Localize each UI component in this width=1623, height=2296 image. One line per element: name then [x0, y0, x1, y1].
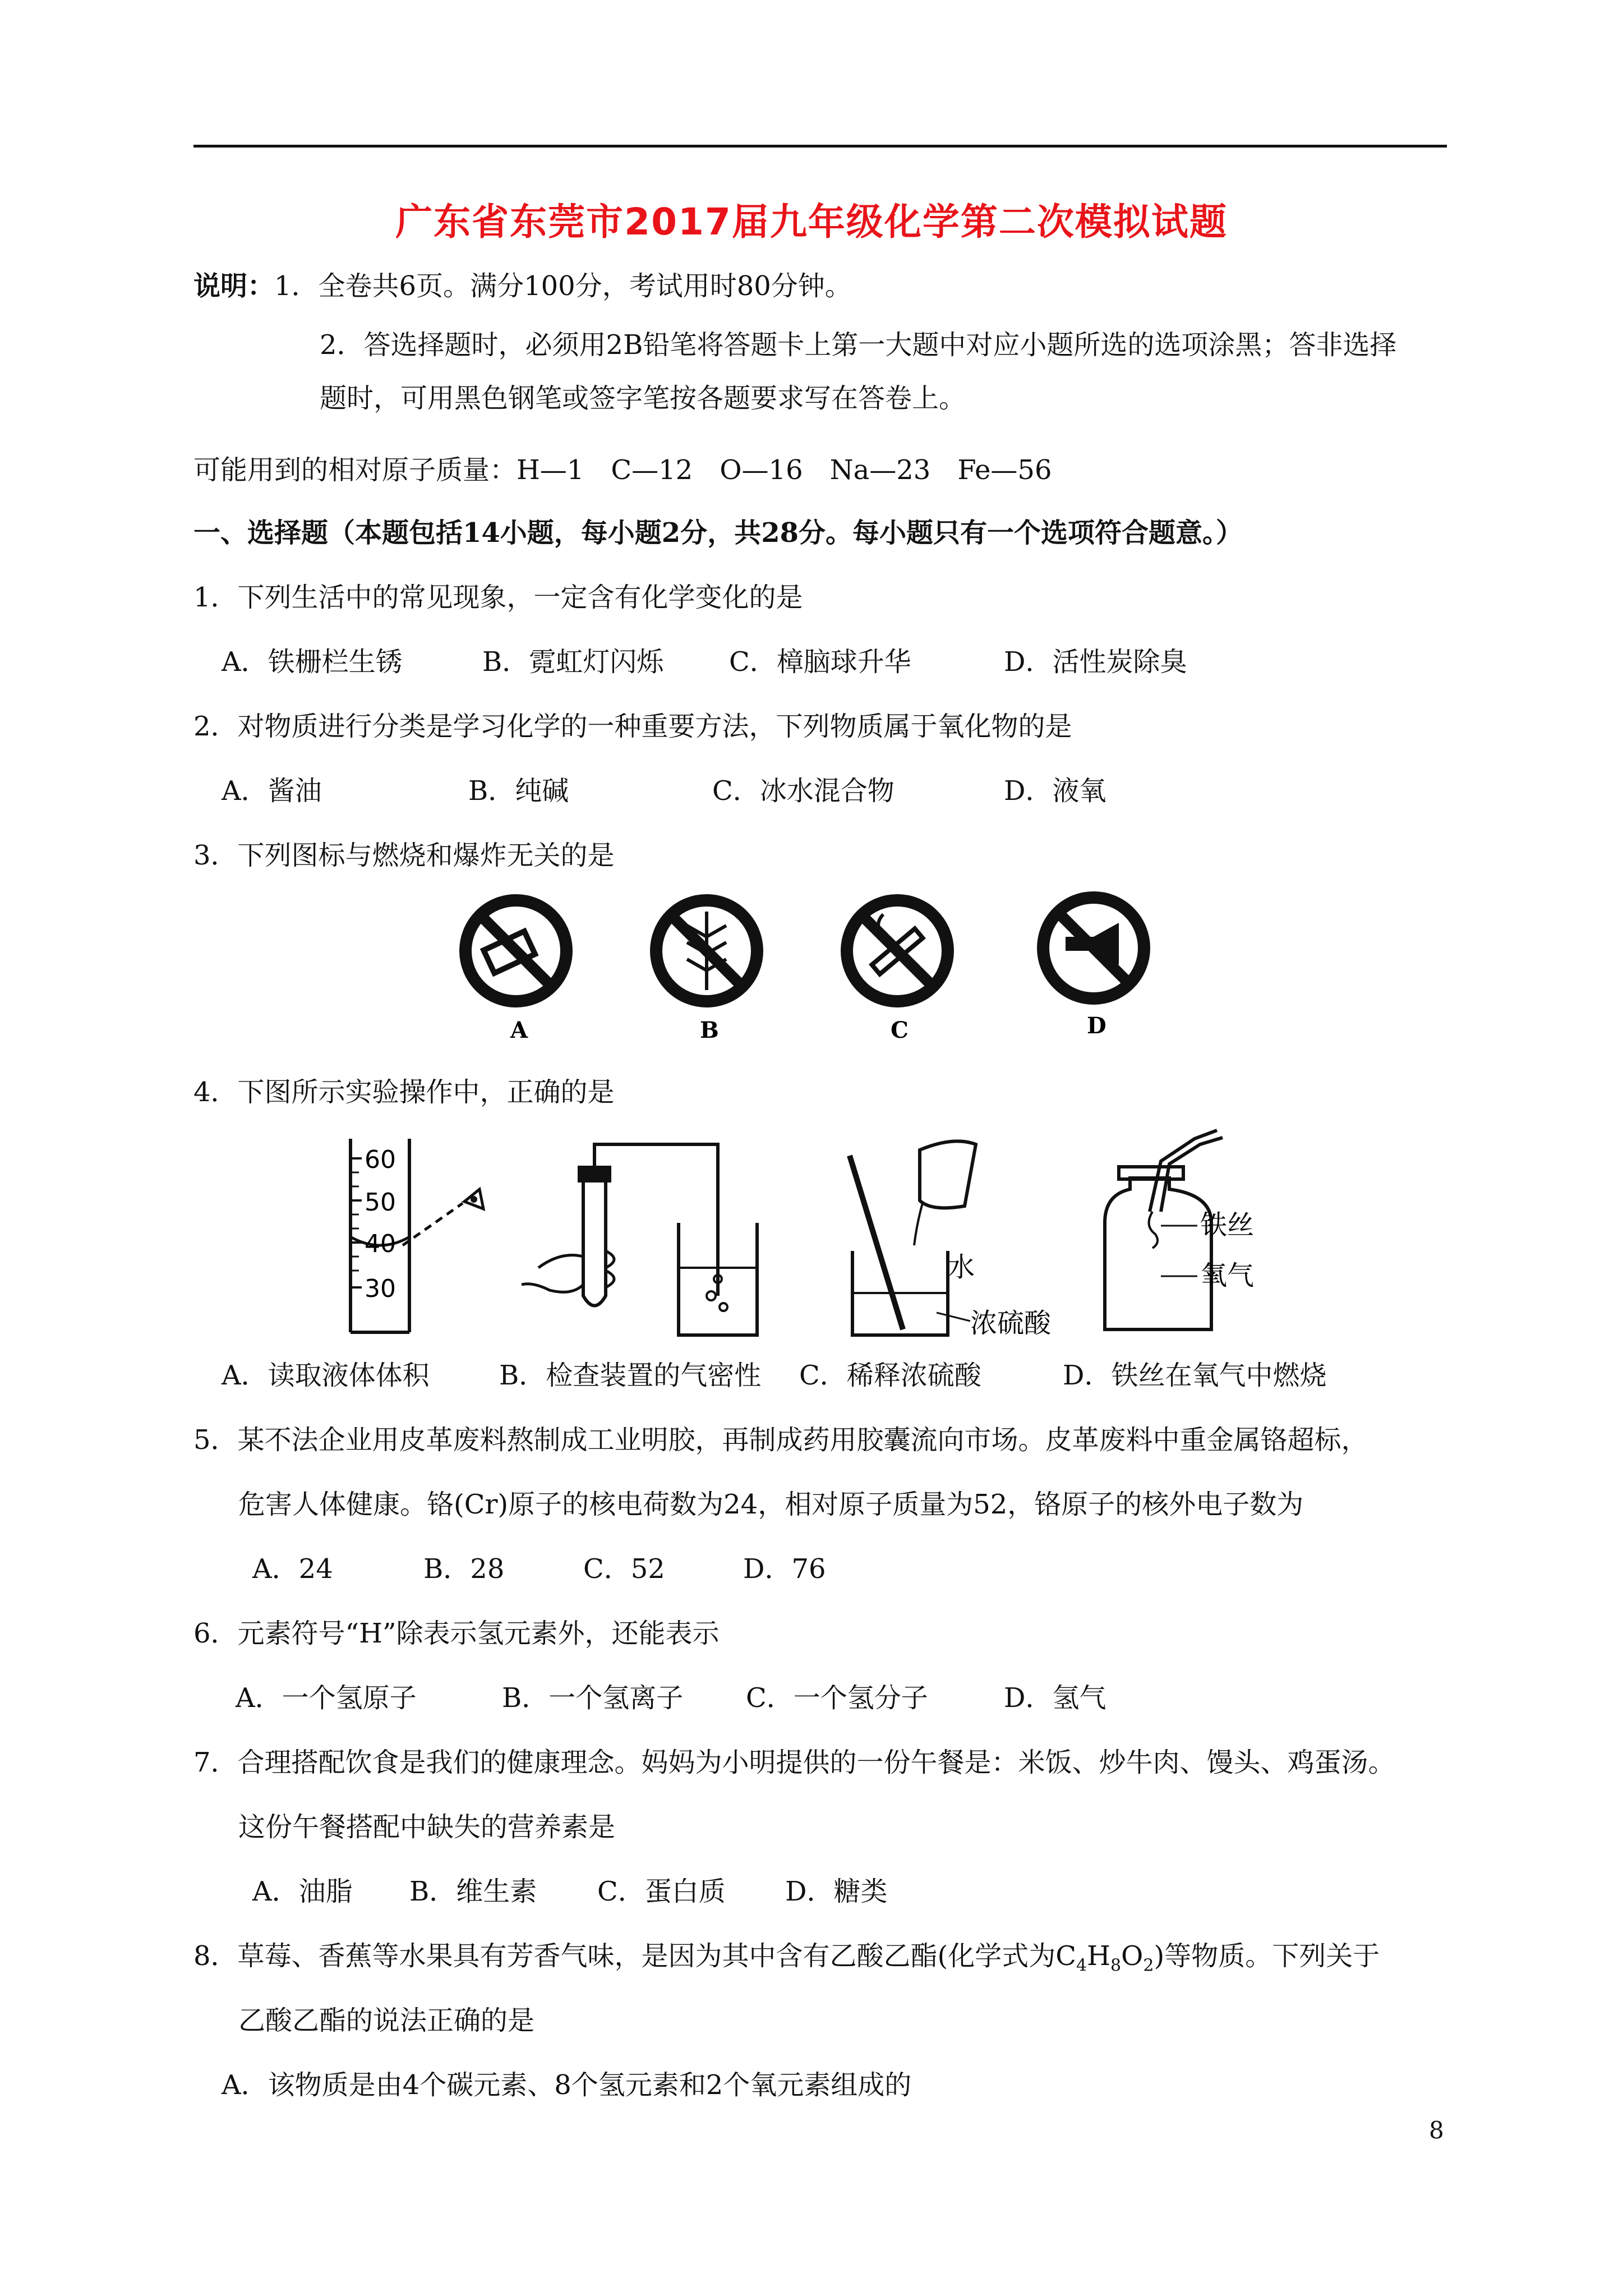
- q5-stem-line1: 5．某不法企业用皮革废料熬制成工业明胶，再制成药用胶囊流向市场。皮革废料中重金属铬超标，: [193, 1424, 1368, 1456]
- q8-stem-line2: 乙酸乙酯的说法正确的是: [238, 2005, 535, 2036]
- q5-option-c: C．52: [583, 1553, 665, 1585]
- header-rule: [193, 145, 1447, 148]
- q8-stem-part1: 8．草莓、香蕉等水果具有芳香气味，是因为其中含有乙酸乙酯(化学式为C: [193, 1940, 1076, 1972]
- q5-option-d: D．76: [743, 1553, 826, 1585]
- atomic-masses: 可能用到的相对原子质量：H—1 C—12 O—16 Na—23 Fe—56: [193, 454, 1052, 486]
- test-tube-with-hand: [522, 1144, 718, 1306]
- q8-stem-line1: [193, 1939, 1380, 1983]
- q2-option-d: D．液氧: [1004, 775, 1106, 807]
- q3-stem: 3．下列图标与燃烧和爆炸无关的是: [193, 840, 615, 871]
- notes-line1: [193, 269, 852, 303]
- q1-option-c: C．樟脑球升华: [729, 646, 911, 678]
- q6-option-a: A．一个氢原子: [236, 1682, 417, 1714]
- eye-icon: [403, 1189, 483, 1245]
- q7-option-c: C．蛋白质: [597, 1876, 726, 1907]
- q8-sub-c: 4: [1076, 1955, 1087, 1976]
- q5-stem-line2: 危害人体健康。铬(Cr)原子的核电荷数为24，相对原子质量为52，铬原子的核外电子数为: [238, 1489, 1304, 1520]
- q1-option-d: D．活性炭除臭: [1004, 646, 1187, 678]
- q6-option-b: B．一个氢离子: [502, 1682, 684, 1714]
- q4-option-c: C．稀释浓硫酸: [799, 1360, 981, 1391]
- q4-stem: 4．下图所示实验操作中，正确的是: [193, 1076, 615, 1108]
- q1-stem: 1．下列生活中的常见现象，一定含有化学变化的是: [193, 582, 803, 613]
- no-firecrackers-icon: [656, 900, 757, 1001]
- q5-option-a: A．24: [252, 1553, 333, 1585]
- cyl-tick-50: 50: [365, 1188, 396, 1217]
- notes-line2b: 题时，可用黑色钢笔或签字笔按各题要求写在答卷上。: [320, 383, 966, 414]
- q1-option-a: A．铁栅栏生锈: [222, 646, 403, 678]
- q4-option-a: A．读取液体体积: [222, 1360, 430, 1391]
- sign-d-label: D: [1087, 1013, 1106, 1039]
- q6-options: [0, 1681, 1623, 1715]
- q2-option-c: C．冰水混合物: [712, 775, 895, 807]
- q7-option-d: D．糖类: [785, 1876, 888, 1907]
- q6-stem: 6．元素符号“H”除表示氢元素外，还能表示: [193, 1618, 720, 1649]
- q8-h: H: [1087, 1940, 1110, 1972]
- q8-sub-h: 8: [1110, 1955, 1122, 1976]
- cyl-tick-40: 40: [365, 1230, 396, 1258]
- label-water: 水: [948, 1251, 975, 1283]
- q4-options: [0, 1359, 1623, 1392]
- cyl-tick-30: 30: [365, 1274, 396, 1303]
- q4-option-d: D．铁丝在氧气中燃烧: [1063, 1360, 1327, 1391]
- q5-options: [0, 1552, 1623, 1586]
- q2-option-a: A．酱油: [222, 775, 322, 807]
- q3-signs-figure: [437, 886, 1189, 1055]
- q2-option-b: B．纯碱: [468, 775, 569, 807]
- notes-text1: 1．全卷共6页。满分100分，考试用时80分钟。: [274, 270, 852, 302]
- label-iron-wire: 铁丝: [1200, 1209, 1255, 1241]
- sign-c-label: C: [891, 1017, 909, 1043]
- label-conc-acid: 浓硫酸: [970, 1308, 1052, 1339]
- q4-option-b: B．检查装置的气密性: [499, 1360, 762, 1391]
- q7-stem-line2: 这份午餐搭配中缺失的营养素是: [238, 1811, 616, 1843]
- q1-option-b: B．霓虹灯闪烁: [482, 646, 664, 678]
- q2-options: [0, 774, 1623, 808]
- notes-label: 说明：: [193, 270, 275, 302]
- q2-stem: 2．对物质进行分类是学习化学的一种重要方法，下列物质属于氧化物的是: [193, 711, 1072, 742]
- sign-b-label: B: [700, 1017, 719, 1043]
- label-oxygen: 氧气: [1200, 1260, 1255, 1291]
- q4-lab-figure: [336, 1128, 1312, 1346]
- q6-option-c: C．一个氢分子: [746, 1682, 928, 1714]
- q7-option-a: A．油脂: [252, 1876, 353, 1907]
- no-horn-icon: [1043, 898, 1144, 999]
- q6-option-d: D．氢气: [1004, 1682, 1106, 1714]
- no-fireworks-box-icon: [465, 900, 566, 1001]
- q8-option-a: A．该物质是由4个碳元素、8个氢元素和2个氧元素组成的: [222, 2069, 912, 2101]
- q7-stem-line1: 7．合理搭配饮食是我们的健康理念。妈妈为小明提供的一份午餐是：米饭、炒牛肉、馒头、鸡蛋汤。: [193, 1747, 1395, 1778]
- q8-stem-part2: )等物质。下列关于: [1154, 1940, 1380, 1972]
- page-title: 广东省东莞市2017届九年级化学第二次模拟试题: [395, 200, 1228, 243]
- dilution-setup: [850, 1141, 976, 1335]
- q1-options: [0, 645, 1623, 679]
- sign-a-label: A: [510, 1017, 528, 1043]
- q8-o: O: [1121, 1940, 1144, 1972]
- page-number: 8: [1429, 2116, 1444, 2144]
- q8-sub-o: 2: [1143, 1955, 1154, 1976]
- q7-option-b: B．维生素: [409, 1876, 537, 1907]
- no-smoking-icon: [847, 900, 948, 1001]
- section-heading: 一、选择题（本题包括14小题，每小题2分，共28分。每小题只有一个选项符合题意。）: [193, 517, 1243, 549]
- q5-option-b: B．28: [423, 1553, 505, 1585]
- q7-options: [0, 1875, 1623, 1908]
- cyl-tick-60: 60: [365, 1145, 396, 1174]
- notes-line2a: 2．答选择题时，必须用2B铅笔将答题卡上第一大题中对应小题所选的选项涂黑；答非选择: [320, 329, 1397, 361]
